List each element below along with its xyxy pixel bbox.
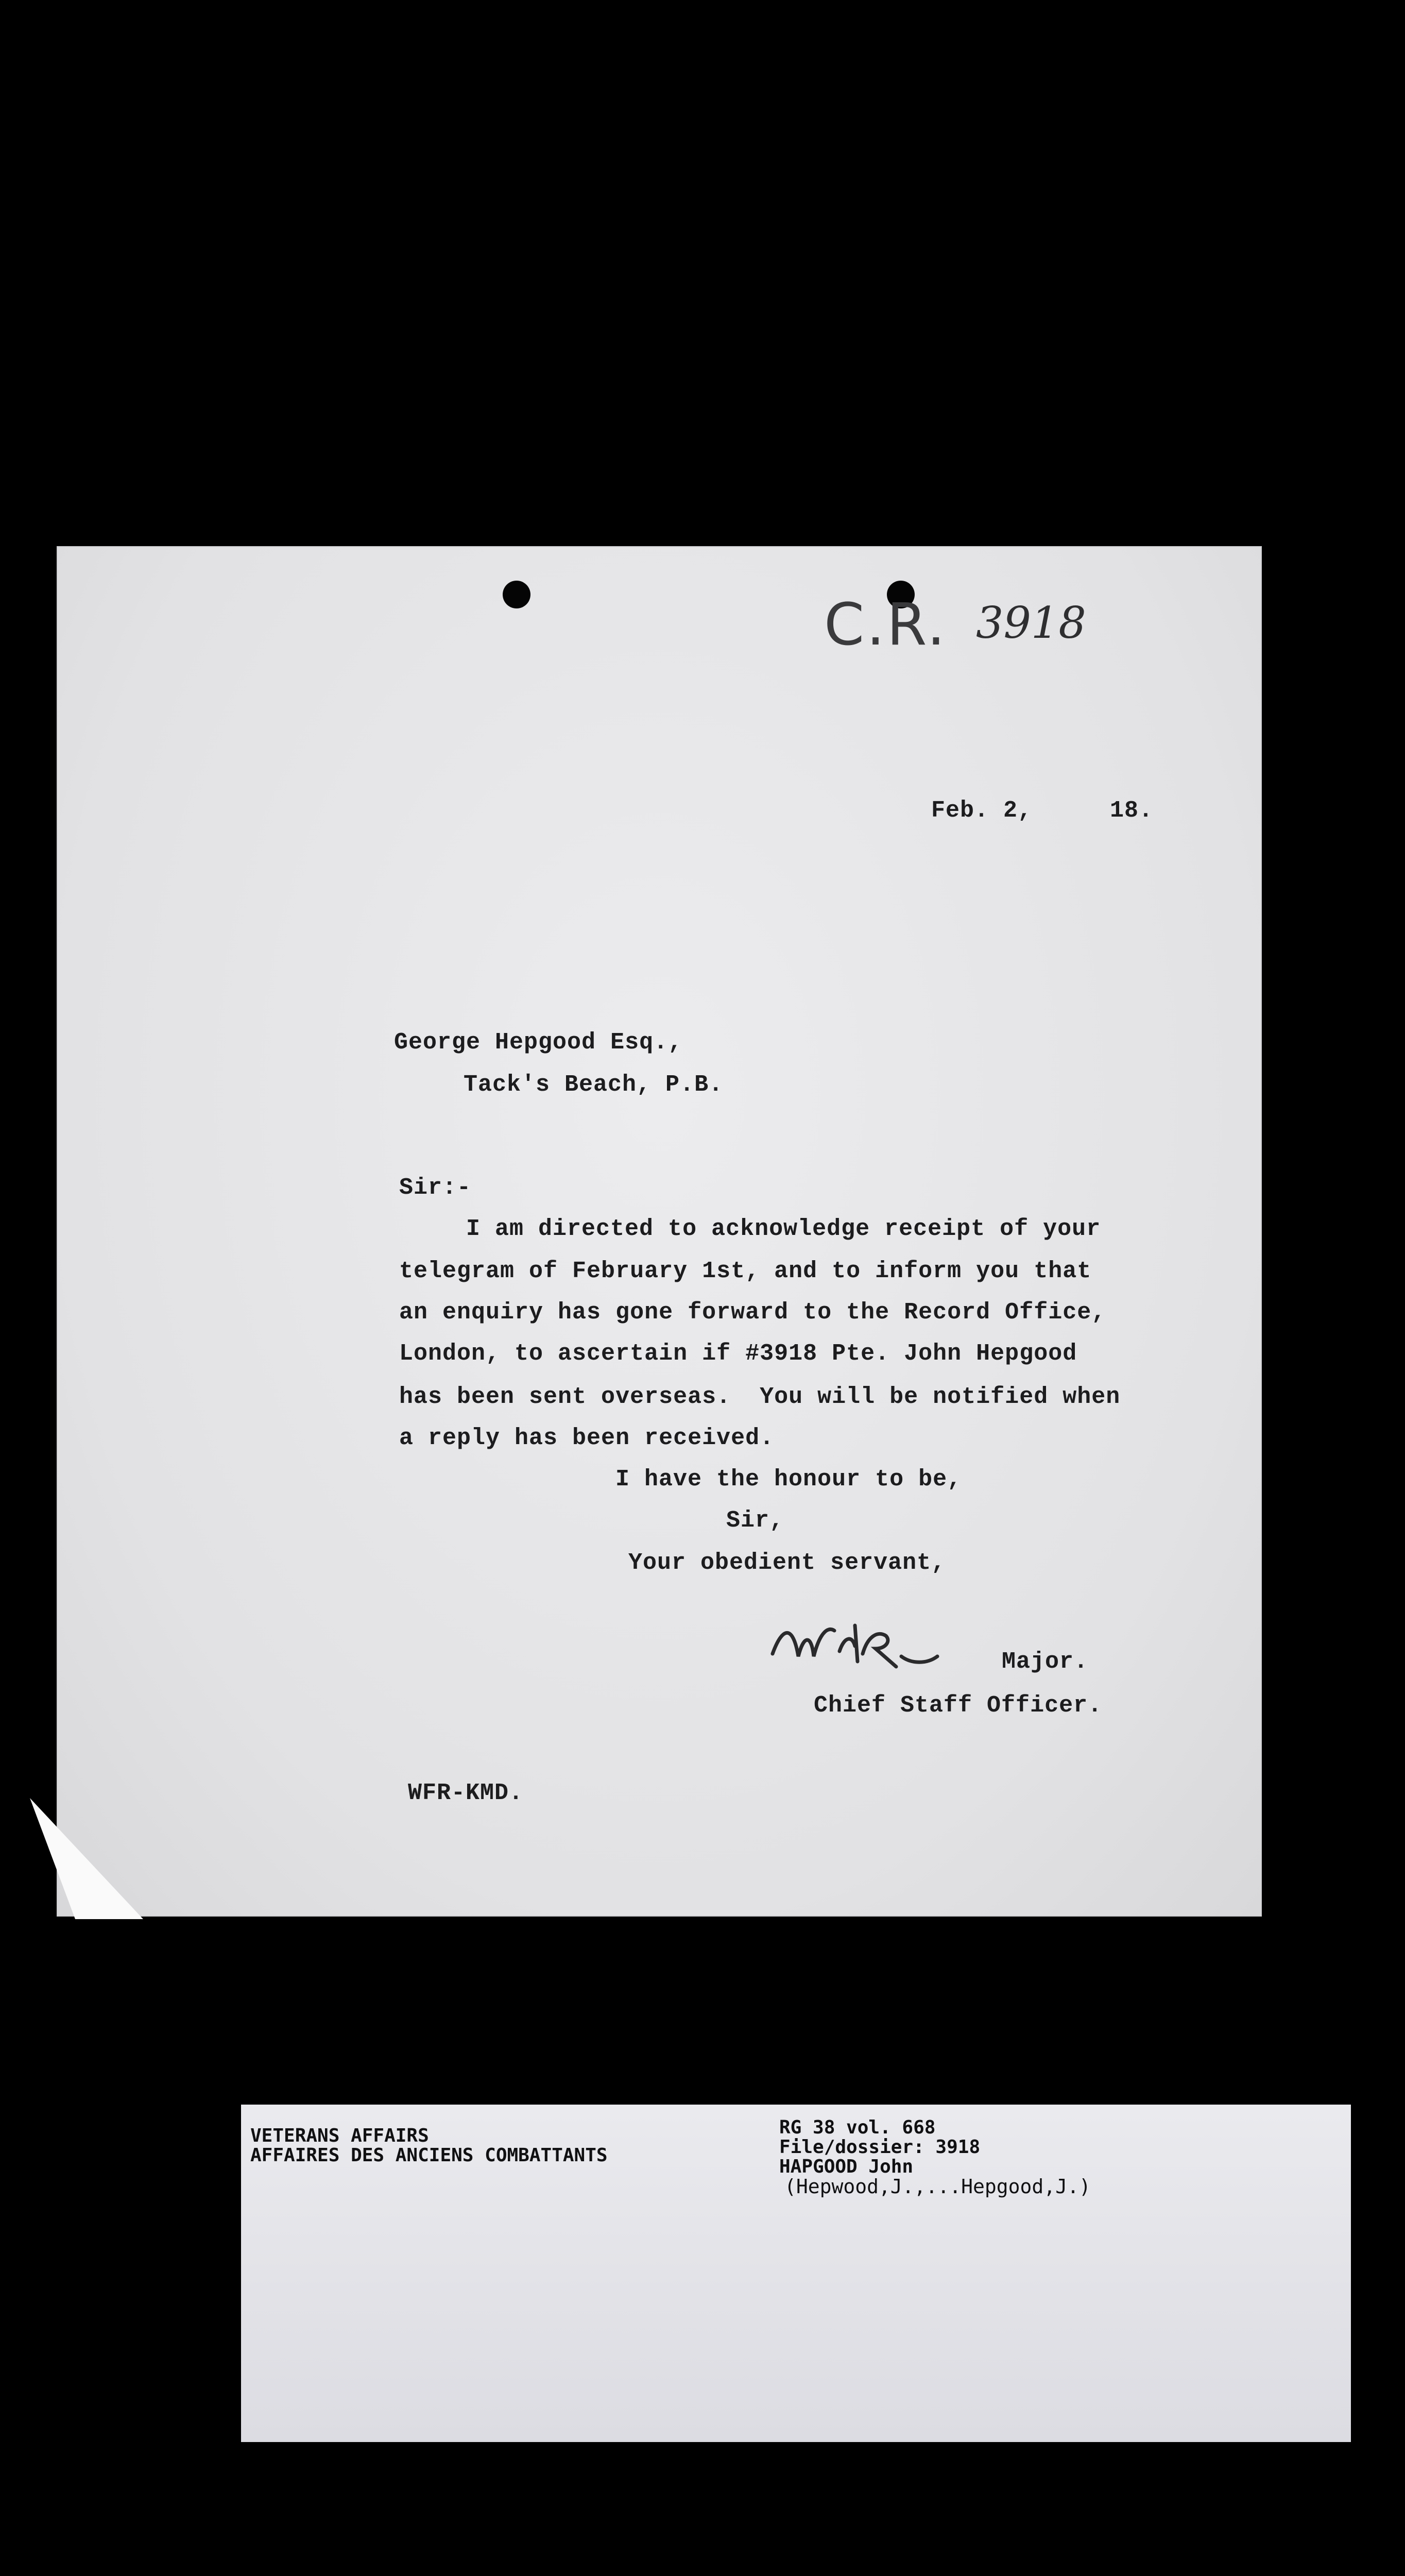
record-group: RG 38 vol. 668 <box>779 2117 936 2138</box>
archive-label <box>241 2105 1351 2442</box>
closing-servant: Your obedient servant, <box>628 1550 946 1576</box>
letter-date: Feb. 2, <box>931 798 1033 824</box>
department-english: VETERANS AFFAIRS <box>250 2125 429 2146</box>
body-line: a reply has been received. <box>399 1425 775 1451</box>
department-french: AFFAIRES DES ANCIENS COMBATTANTS <box>250 2145 608 2166</box>
handwritten-file-number: 3918 <box>976 598 1086 648</box>
recipient-name: George Hepgood Esq., <box>394 1029 683 1056</box>
body-line: telegram of February 1st, and to inform you that <box>399 1258 1092 1284</box>
subject-aliases: (Hepwood,J.,...Hepgood,J.) <box>784 2175 1091 2198</box>
salutation: Sir:- <box>399 1175 472 1201</box>
letter-year: 18. <box>1110 798 1154 824</box>
body-line: has been sent overseas. You will be notified when <box>399 1384 1121 1410</box>
body-line: I am directed to acknowledge receipt of your <box>466 1216 1101 1242</box>
closing-line: I have the honour to be, <box>615 1466 962 1493</box>
subject-name: HAPGOOD John <box>779 2156 914 2177</box>
body-line: an enquiry has gone forward to the Record Office, <box>399 1299 1106 1326</box>
signatory-title: Chief Staff Officer. <box>814 1692 1103 1719</box>
cr-stamp: C.R. <box>824 591 948 658</box>
punch-hole-left <box>503 581 530 608</box>
signatory-rank: Major. <box>1002 1649 1089 1675</box>
closing-sir: Sir, <box>726 1507 784 1534</box>
handwritten-signature <box>762 1605 968 1682</box>
body-line: London, to ascertain if #3918 Pte. John Hepgood <box>399 1341 1077 1367</box>
typist-initials: WFR-KMD. <box>408 1780 524 1806</box>
file-dossier: File/dossier: 3918 <box>779 2137 981 2158</box>
recipient-address: Tack's Beach, P.B. <box>464 1072 724 1098</box>
